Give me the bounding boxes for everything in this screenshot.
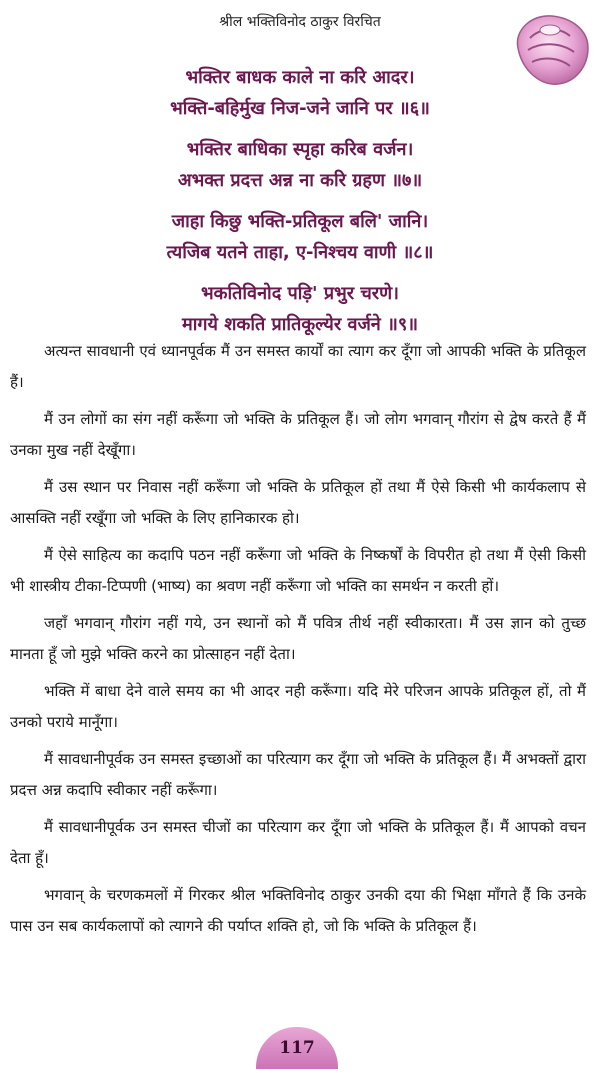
paragraph: मैं उन लोगों का संग नहीं करूँगा जो भक्ति के प्रतिकूल हैं। जो लोग भगवान् गौरांग से द्वेष करते हैं मैं उनका मुख नहीं देखूँगा। xyxy=(10,410,586,459)
verse-line: अभक्त प्रदत्त अन्न ना करि ग्रहण ॥७॥ xyxy=(177,170,423,191)
paragraph: अत्यन्त सावधानी एवं ध्यानपूर्वक मैं उन समस्त कार्यों का त्याग कर दूँगा जो आपकी भक्ति के प्रतिकूल हैं। xyxy=(10,342,586,391)
paragraph: भक्ति में बाधा देने वाले समय का भी आदर नही करूँगा। यदि मेरे परिजन आपके प्रतिकूल हों, तो मैं उनको पराये मानूँगा। xyxy=(10,682,586,731)
verse-6 xyxy=(0,62,600,124)
verse-line: त्यजिब यतने ताहा, ए-निश्चय वाणी ॥८॥ xyxy=(166,242,434,263)
paragraph: जहाँ भगवान् गौरांग नहीं गये, उन स्थानों को मैं पवित्र तीर्थ नहीं स्वीकारता। मैं उस ज्ञान को तुच्छ मानता हूँ जो मुझे भक्ति करने का प्रोत्साहन नहीं देता। xyxy=(10,614,586,663)
translation-text xyxy=(10,336,586,948)
paragraph: मैं सावधानीपूर्वक उन समस्त इच्छाओं का परित्याग कर दूँगा जो भक्ति के प्रतिकूल हैं। मैं अभक्तों द्वारा प्रदत्त अन्न कदापि स्वीकार नहीं करूँगा। xyxy=(10,750,586,799)
verse-line: मागये शकति प्रातिकूल्येर वर्जने ॥९॥ xyxy=(181,314,418,335)
page-number: 117 xyxy=(256,1027,338,1069)
verse-line: भकतिविनोद पड़ि' प्रभुर चरणे। xyxy=(201,283,399,304)
running-head: श्रील भक्तिविनोद ठाकुर विरचित xyxy=(219,14,381,30)
verse-9 xyxy=(0,278,600,340)
verse-8 xyxy=(0,206,600,268)
verse-line: जाहा किछु भक्ति-प्रतिकूल बलि' जानि। xyxy=(171,211,429,232)
paragraph: मैं सावधानीपूर्वक उन समस्त चीजों का परित्याग कर दूँगा जो भक्ति के प्रतिकूल हैं। मैं आपको वचन देता हूँ। xyxy=(10,818,586,867)
verse-line: भक्तिर बाधिका स्पृहा करिब वर्जन। xyxy=(186,139,414,160)
paragraph: भगवान् के चरणकमलों में गिरकर श्रील भक्तिविनोद ठाकुर उनकी दया की भिक्षा माँगते हैं कि उनके पास उन सब कार्यकलापों को त्यागने की पर्याप्त शक्ति हो, जो कि भक्ति के प्रतिकूल हैं। xyxy=(10,886,586,935)
paragraph: मैं उस स्थान पर निवास नहीं करूँगा जो भक्ति के प्रतिकूल हों तथा मैं ऐसे किसी भी कार्यकलाप से आसक्ति नहीं रखूँगा जो भक्ति के लिए हानिकारक हो। xyxy=(10,478,586,527)
verse-line: भक्ति-बहिर्मुख निज-जने जानि पर ॥६॥ xyxy=(170,98,430,119)
verse-section xyxy=(0,62,600,350)
verse-7 xyxy=(0,134,600,196)
verse-line: भक्तिर बाधक काले ना करि आदर। xyxy=(185,67,415,88)
paragraph: मैं ऐसे साहित्य का कदापि पठन नहीं करूँगा जो भक्ति के निष्कर्षों के विपरीत हो तथा मैं ऐसी किसी भी शास्त्रीय टीका-टिप्पणी (भाष्य) का श्रवण नहीं करूँगा जो भक्ति का समर्थन न करती हों। xyxy=(10,546,586,595)
